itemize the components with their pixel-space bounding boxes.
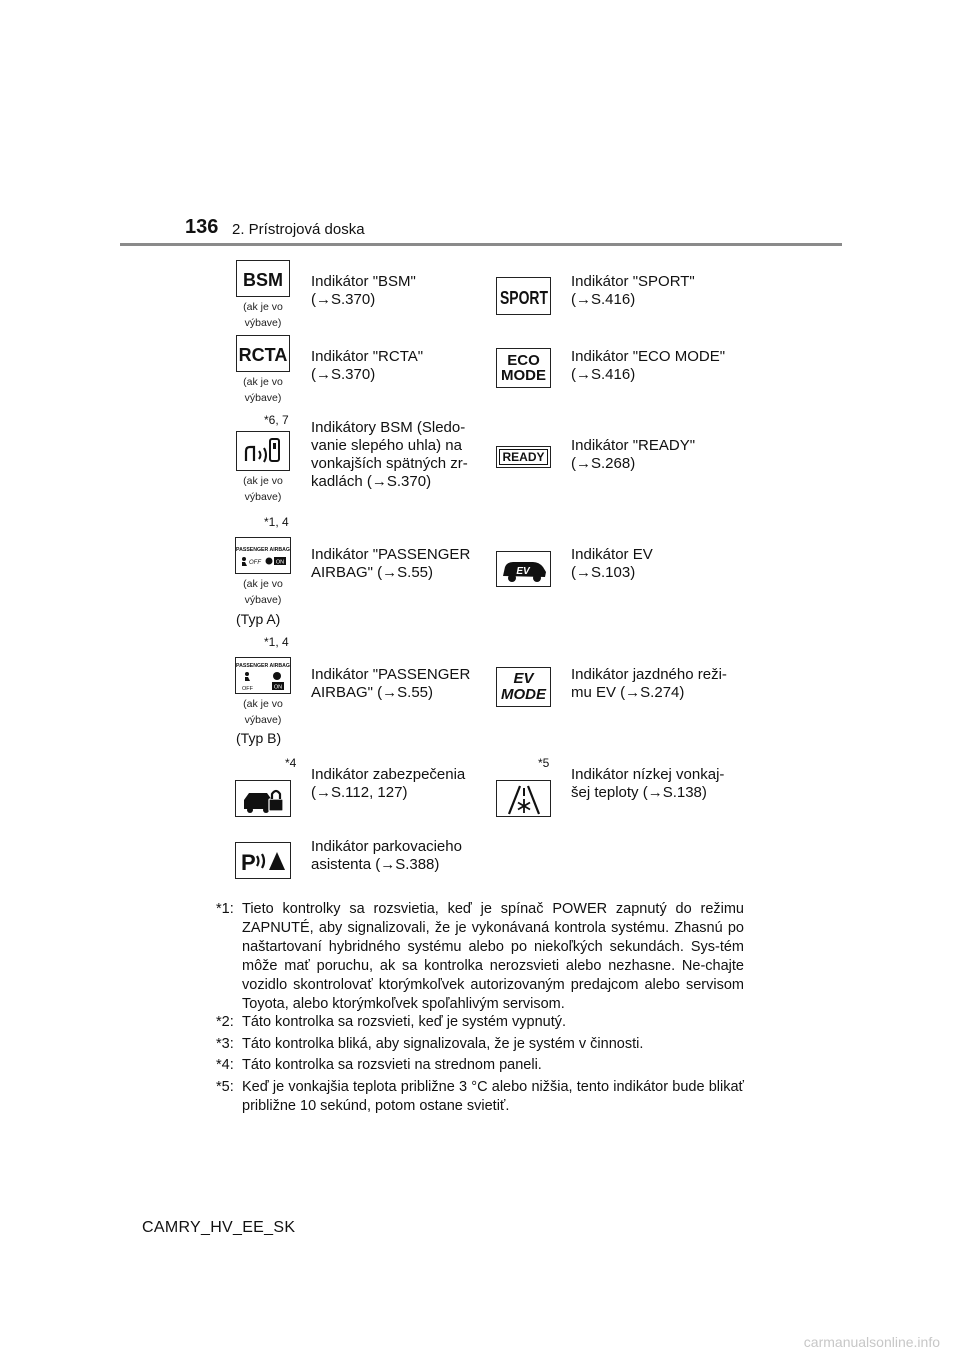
footnote-text: Táto kontrolka bliká, aby signalizovala, že je systém v činnosti. [242,1036,644,1052]
footnote-mark: *4: [216,1057,234,1073]
eco-mode-icon-label: ECO MODE [501,352,546,384]
icon-caption: (ak je vo výbave) [243,301,283,329]
section-title: 2. Prístrojová doska [232,221,365,238]
footnote-ref: *6, 7 [264,413,289,427]
icon-caption: (ak je vo výbave) [243,698,283,726]
indicator-description: Indikátor "PASSENGER AIRBAG" (→S.55) [311,546,471,581]
parking-assist-icon [235,842,291,879]
sport-icon-label: SPORT [499,288,548,308]
passenger-airbag-b-icon [235,657,291,694]
airbag-on-label: ON [275,559,285,566]
ev-mode-icon [496,667,551,707]
indicator-description: Indikátor "PASSENGER AIRBAG" (→S.55) [311,666,471,701]
airbag-label: PASSENGER AIRBAG [236,663,290,669]
ready-icon [496,446,551,468]
indicator-description: Indikátor "ECO MODE" (→S.416) [571,348,726,383]
security-icon [235,780,291,817]
sport-icon [496,277,551,315]
rcta-icon-label: RCTA [238,344,288,365]
footnote-ref: *1, 4 [264,635,289,649]
footnote-mark: *3: [216,1036,234,1052]
page-number: 136 [185,216,219,238]
footnote-text: Tieto kontrolky sa rozsvietia, keď je spínač POWER zapnutý do režimu ZAPNUTÉ, aby signalizovali, že je vykonávaná kontrola systému. Zhasnú po naštartovaní hybridného systému alebo po niekoľkých sekundách. Sys-tém môže mať poruchu, ak sa kontrolka nerozsvieti alebo nezhasne. Ne-chajte vozidlo skontrolovať ktorýmkoľvek autorizovaným predajcom alebo servisom Toyota, alebo ktorýmkoľvek spoľahlivým servisom. [242,901,744,1012]
footnote-ref: *4 [285,756,297,770]
document-code: CAMRY_HV_EE_SK [142,1219,296,1236]
low-temp-icon [496,780,551,817]
ready-icon-label: READY [499,449,547,465]
icon-caption: (ak je vo výbave) [243,376,283,404]
icon-caption: (ak je vo výbave) [243,475,283,503]
footnote-5 [216,1078,744,1116]
footnote-1 [216,900,744,1014]
indicator-description: Indikátor "RCTA" (→S.370) [311,348,424,383]
indicator-description: Indikátor parkovacieho asistenta (→S.388) [311,838,462,873]
eco-mode-icon [496,348,551,388]
ev-mode-icon-label: EV MODE [501,670,546,703]
bsm-icon [236,260,290,297]
rcta-icon [236,335,290,372]
ev-icon [496,551,551,587]
footnote-4 [216,1056,744,1075]
footnote-3 [216,1035,744,1054]
airbag-off-label: OFF [242,686,253,692]
footnote-text: Táto kontrolka sa rozsvieti, keď je systém vypnutý. [242,1014,567,1030]
svg-text:P: P [241,849,256,875]
header-rule [120,243,842,246]
indicator-description: Indikátor nízkej vonkaj- šej teploty (→S.138) [571,766,725,801]
icon-caption: (ak je vo výbave) [243,578,283,606]
type-label: (Typ B) [236,730,282,746]
footnote-ref: *1, 4 [264,515,289,529]
ev-icon-label: EV [515,566,530,577]
watermark: carmanualsonline.info [803,1334,940,1350]
airbag-on-label: ON [273,684,283,691]
footnote-mark: *5: [216,1079,234,1095]
indicator-description: Indikátor jazdného reži- mu EV (→S.274) [571,666,727,701]
footnote-text: Táto kontrolka sa rozsvieti na strednom paneli. [242,1057,542,1073]
footnote-ref: *5 [538,756,550,770]
indicator-description: Indikátor zabezpečenia (→S.112, 127) [311,766,466,801]
bsm-mirror-icon [236,431,290,471]
footnote-text: Keď je vonkajšia teplota približne 3 °C alebo nižšia, tento indikátor bude blikať približne 10 sekúnd, potom ostane svietiť. [242,1079,744,1114]
indicator-description: Indikátor "READY" (→S.268) [571,437,696,472]
indicator-description: Indikátor "SPORT" (→S.416) [571,273,695,308]
indicator-description: Indikátor EV (→S.103) [571,546,653,581]
indicator-description: Indikátory BSM (Sledo- vanie slepého uhla) na vonkajších spätných zr- kadlách (→S.370) [311,419,468,490]
footnote-mark: *1: [216,901,234,917]
bsm-icon-label: BSM [243,269,283,290]
footnote-2 [216,1013,744,1032]
passenger-airbag-a-icon [235,537,291,574]
footnote-mark: *2: [216,1014,234,1030]
type-label: (Typ A) [236,611,281,627]
airbag-label: PASSENGER AIRBAG [236,547,290,553]
airbag-off-label: OFF [249,560,261,566]
indicator-description: Indikátor "BSM" (→S.370) [311,273,416,308]
